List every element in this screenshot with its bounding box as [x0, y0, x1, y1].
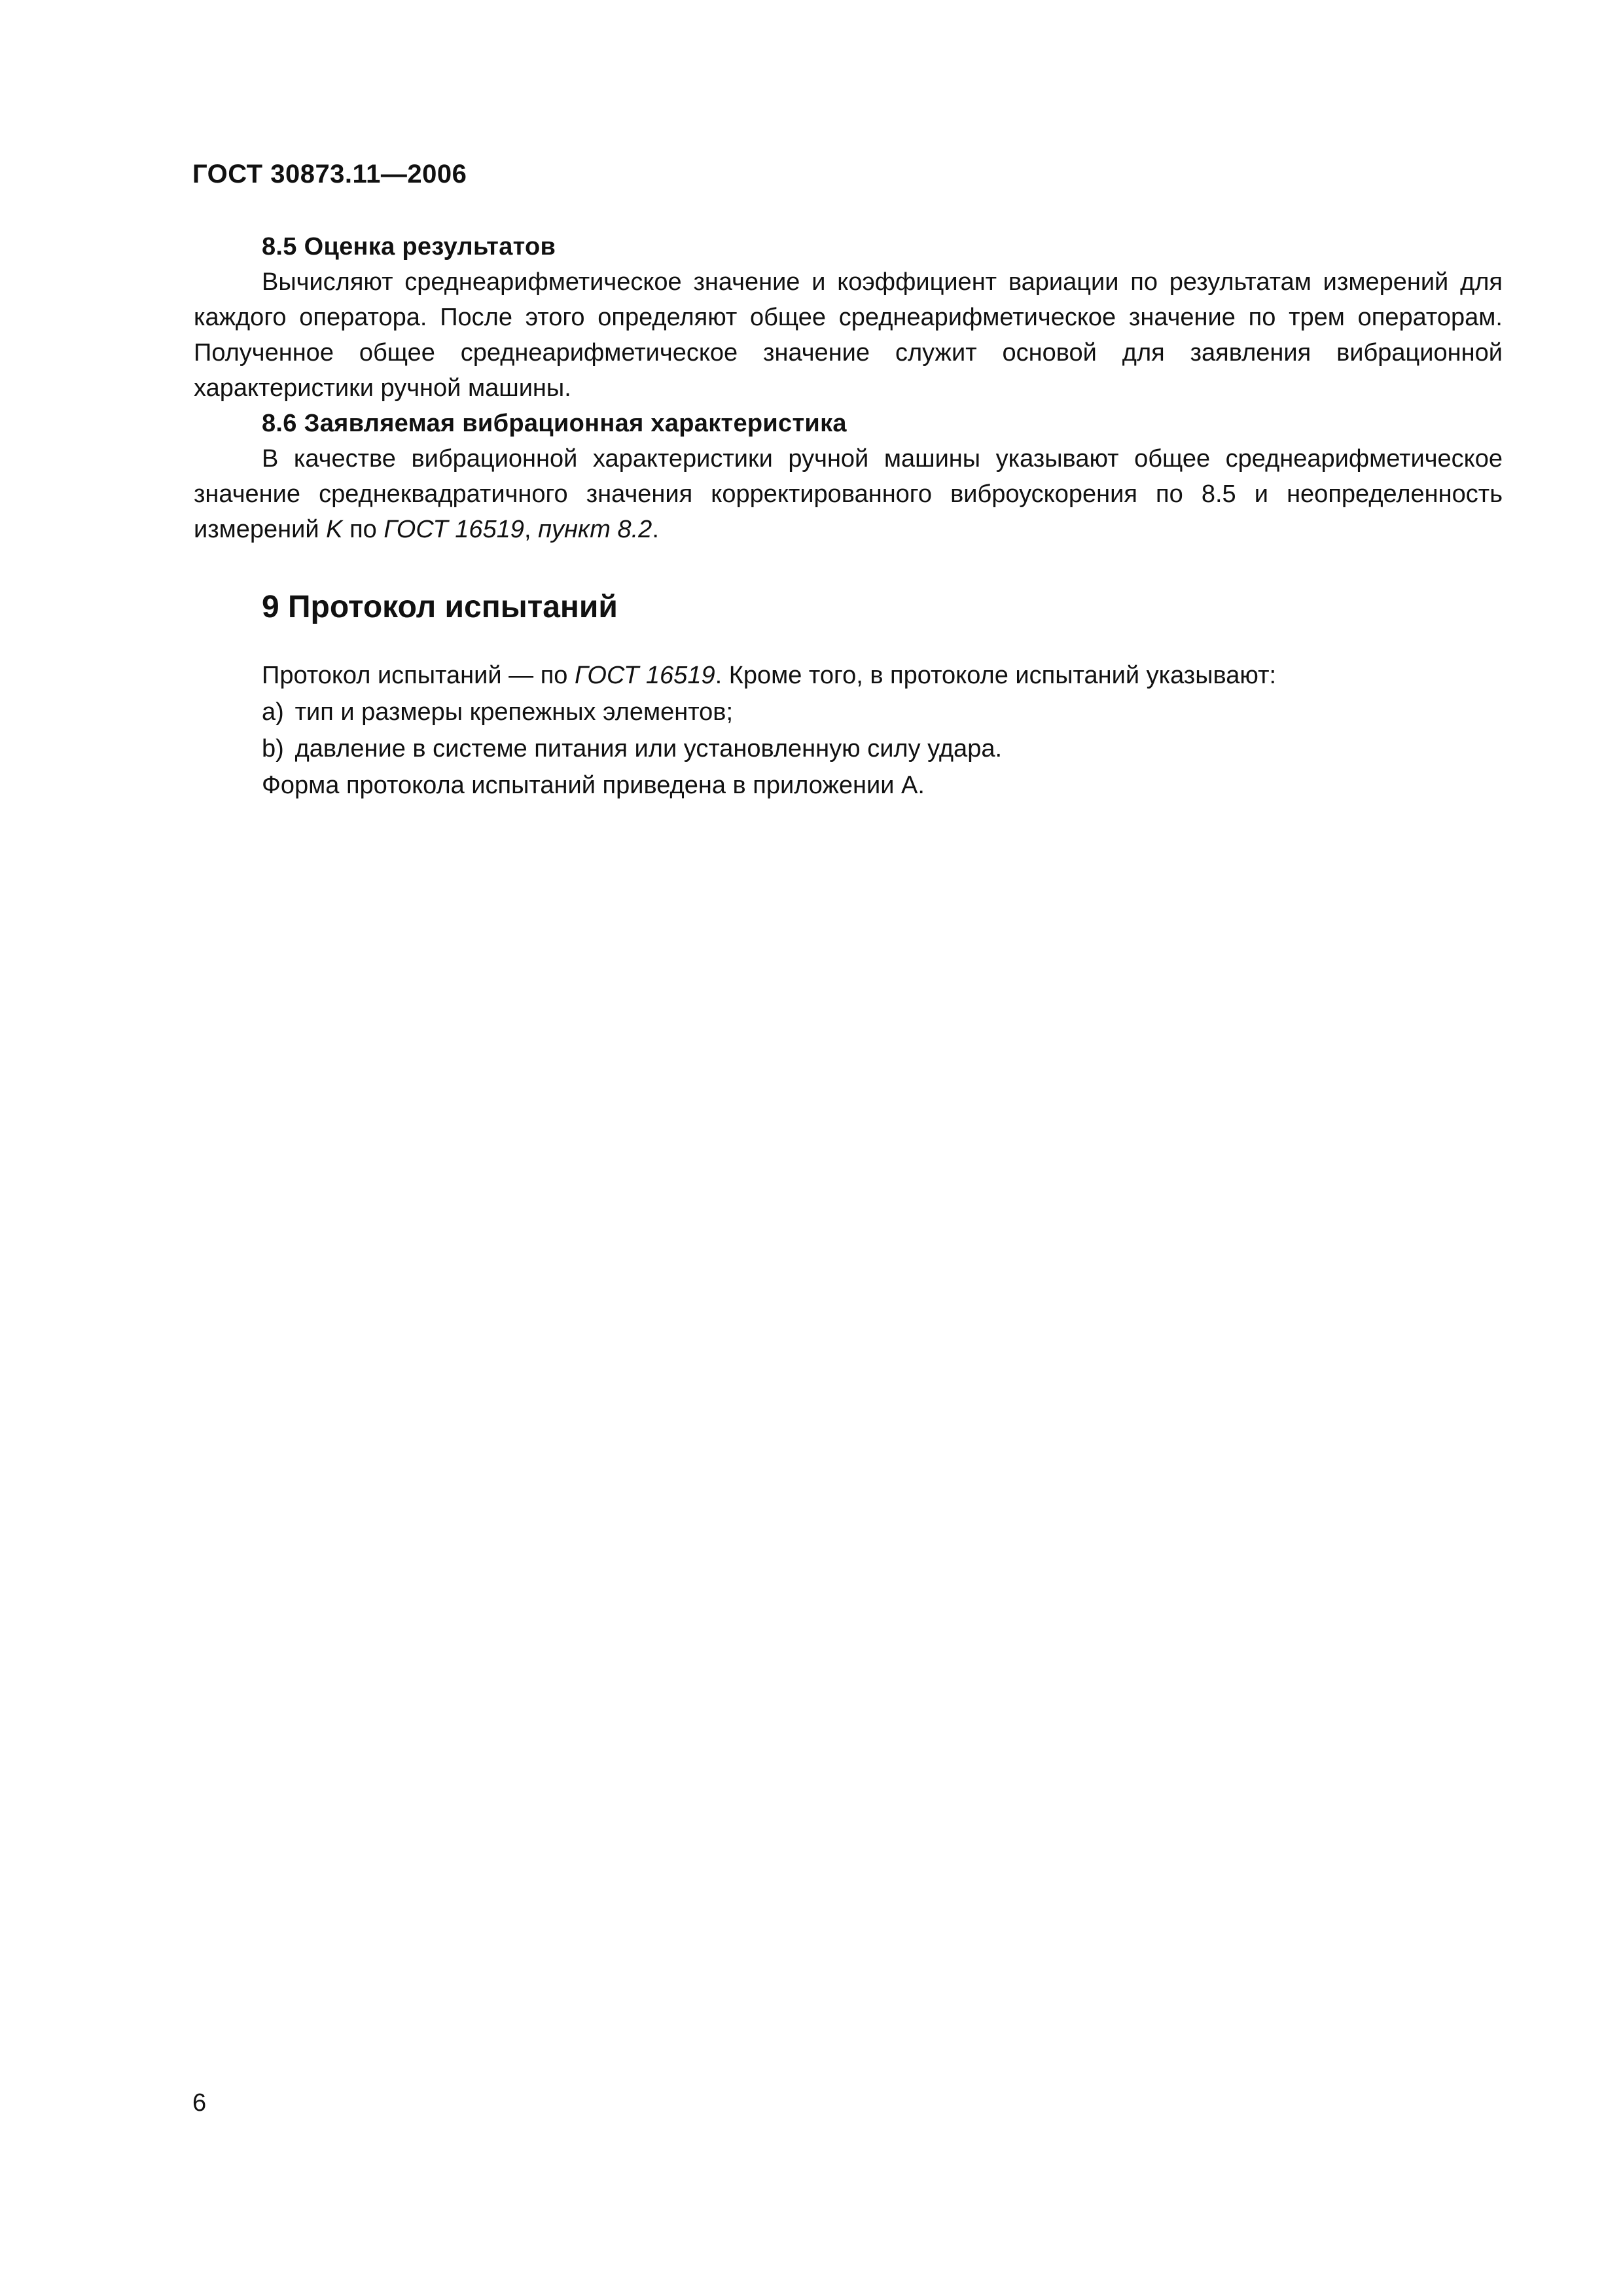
subsection-heading-8-6: 8.6 Заявляемая вибрационная характеристика: [262, 410, 847, 437]
point-reference: пункт 8.2: [538, 516, 652, 543]
page-number: 6: [192, 2089, 207, 2117]
paragraph-8-6-text-2: по: [342, 516, 384, 543]
paragraph-9-intro-text-1: Протокол испытаний — по: [262, 662, 575, 689]
paragraph-8-5: Вычисляют среднеарифметическое значение и коэффициент вариации по результатам измерений для каждого оператора. После этого определяют общее среднеарифметическое значение по трем операторам. Полученное общее среднеарифметическое значение служит основой для заявления вибрационной характеристики ручной машины.: [194, 268, 1503, 402]
paragraph-9-intro: [194, 657, 1503, 694]
list-marker: a): [262, 698, 284, 726]
document-header: ГОСТ 30873.11—2006: [192, 160, 467, 188]
document-body: [194, 229, 1503, 804]
paragraph-9-intro-text-2: . Кроме того, в протоколе испытаний указывают:: [715, 662, 1277, 689]
paragraph-9-closing: Форма протокола испытаний приведена в приложении А.: [262, 772, 925, 799]
standard-reference-9: ГОСТ 16519: [575, 662, 715, 689]
list-item-b: [194, 730, 1503, 767]
list-item-text: давление в системе питания или установленную силу удара.: [294, 735, 1003, 762]
section-heading-9: 9 Протокол испытаний: [262, 590, 618, 624]
list-item-text: тип и размеры крепежных элементов;: [294, 698, 734, 726]
list-item-a: [194, 694, 1503, 730]
subsection-heading-8-5: 8.5 Оценка результатов: [262, 233, 556, 260]
variable-k: K: [326, 516, 343, 543]
paragraph-8-6-text-1: В качестве вибрационной характеристики ручной машины указывают общее среднеарифметическое значение среднеквадратичного значения корректированного виброускорения по 8.5 и неопределенность измерений: [194, 445, 1503, 543]
paragraph-8-6-text-3: ,: [524, 516, 539, 543]
standard-reference: ГОСТ 16519: [383, 516, 524, 543]
paragraph-8-6: [194, 441, 1503, 547]
paragraph-8-6-text-4: .: [652, 516, 659, 543]
list-marker: b): [262, 735, 284, 762]
